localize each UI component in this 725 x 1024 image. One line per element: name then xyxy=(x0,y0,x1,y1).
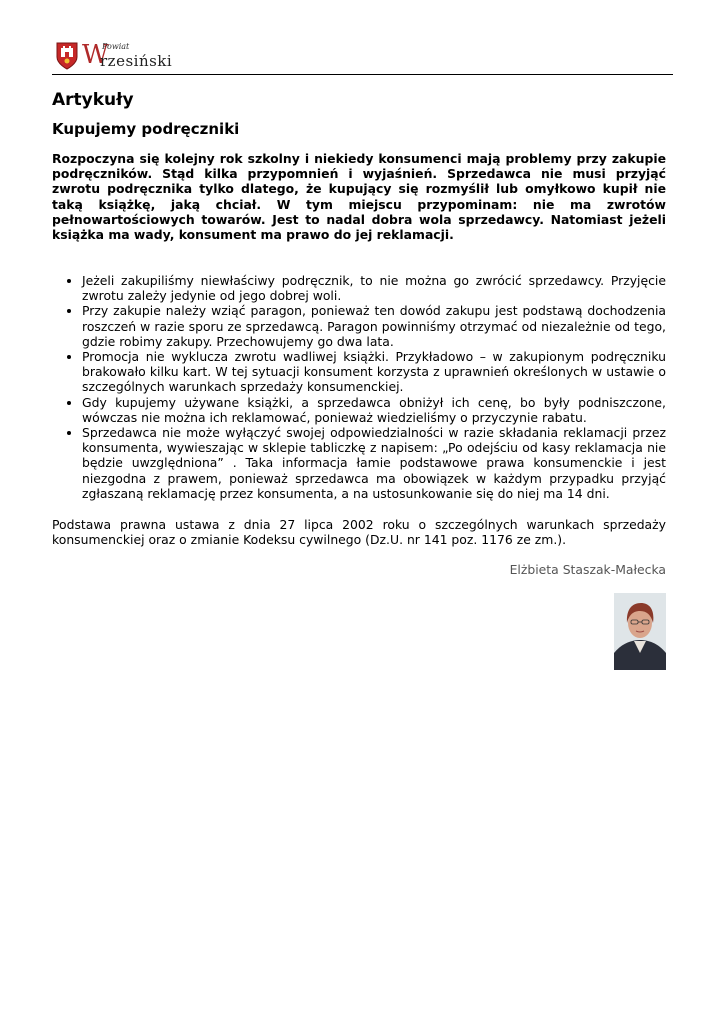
list-item: • Przy zakupie należy wziąć paragon, ponieważ ten dowód zakupu jest podstawą dochodzenia roszczeń w razie sporu ze sprzedawcą. Paragon powinniśmy otrzymać od niezależnie od tego, gdzie robimy zakupy. Przechowujemy go dwa lata. xyxy=(82,303,666,349)
logo-wordmark xyxy=(82,40,182,70)
article-lead: Rozpoczyna się kolejny rok szkolny i niekiedy konsumenci mają problemy przy zakupie podręczników. Stąd kilka przypomnień i wyjaśnień. Sprzedawca nie musi przyjąć zwrotu podręcznika tylko dlatego, że kupujący się rozmyślił lub omyłkowo kupił nie taką książkę, jaką chciał. W tym miejscu przypominam: nie ma zwrotów pełnowartościowych towarów. Jest to nadal dobra wola sprzedawcy. Natomiast jeżeli książka ma wady, konsument ma prawo do jej reklamacji. xyxy=(52,151,666,243)
list-item: • Gdy kupujemy używane książki, a sprzedawca obniżył ich cenę, bo były podniszczone, wówczas nie można ich reklamować, ponieważ wiedzieliśmy o przyczynie rabatu. xyxy=(82,395,666,425)
author-photo xyxy=(614,593,666,670)
article-title: Kupujemy podręczniki xyxy=(52,120,240,138)
legal-basis: Podstawa prawna ustawa z dnia 27 lipca 2002 roku o szczególnych warunkach sprzedaży konsumenckiej oraz o zmianie Kodeksu cywilnego (Dz.U. nr 141 poz. 1176 ze zm.). xyxy=(52,517,666,548)
list-item: • Promocja nie wyklucza zwrotu wadliwej książki. Przykładowo – w zakupionym podręczniku brakowało kilku kart. W tej sytuacji konsument korzysta z uprawnień określonych w ustawie o szczególnych warunkach sprzedaży konsumenckiej. xyxy=(82,349,666,395)
article-bullet-list xyxy=(52,273,666,501)
author-name: Elżbieta Staszak-Małecka xyxy=(509,562,666,577)
list-item: • Sprzedawca nie może wyłączyć swojej odpowiedzialności w razie składania reklamacji przez konsumenta, wywieszając w sklepie tabliczkę z napisem: „Po odejściu od kasy reklamacja nie będzie uwzględniona” . Taka informacja łamie podstawowe prawa konsumenckie i jest niezgodna z prawem, ponieważ sprzedawca ma obowiązek w każdym przypadku przyjąć zgłaszaną reklamację przez konsumenta, a na ustosunkowanie się do niej ma 14 dni. xyxy=(82,425,666,501)
logo-powiat: Powiat xyxy=(102,42,130,51)
coat-of-arms-icon xyxy=(56,42,78,70)
logo[interactable] xyxy=(56,38,182,70)
section-title: Artykuły xyxy=(52,90,134,110)
header xyxy=(52,34,673,75)
logo-name: rzesiński xyxy=(100,52,173,70)
portrait-image xyxy=(614,593,666,670)
list-item: • Jeżeli zakupiliśmy niewłaściwy podręcznik, to nie można go zwrócić sprzedawcy. Przyjęcie zwrotu zależy jedynie od jego dobrej woli. xyxy=(82,273,666,303)
logo-letter: W xyxy=(82,40,109,70)
